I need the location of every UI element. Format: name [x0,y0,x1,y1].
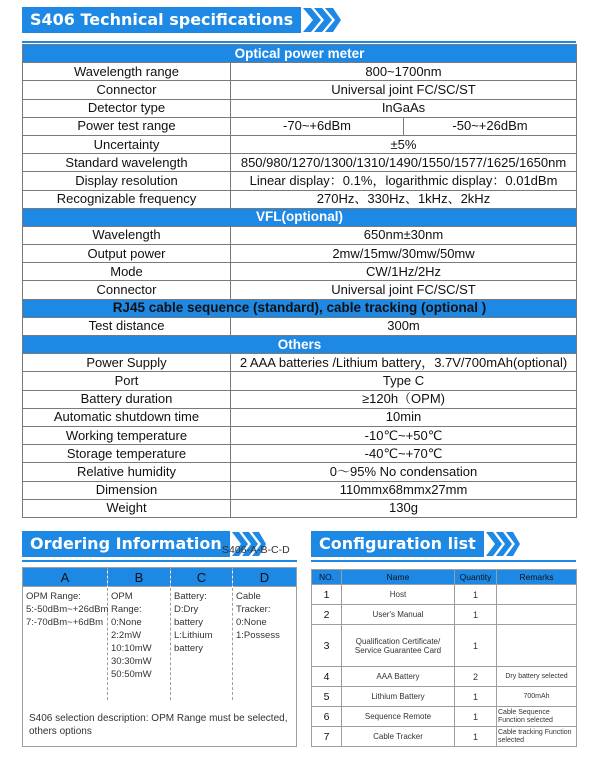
spec-value: 0～95% No condensation [231,463,577,481]
spec-group-title: Optical power meter [23,45,577,63]
chevrons-icon [484,531,520,557]
config-name: Sequence Remote [342,707,455,727]
spec-row [23,263,577,281]
spec-group-header [23,208,577,226]
spec-value: Universal joint FC/SC/ST [231,281,577,299]
config-column-header: Remarks [497,570,577,585]
spec-label: Power test range [23,117,231,135]
spec-value: 850/980/1270/1300/1310/1490/1550/1577/1625/1650nm [231,154,577,172]
spec-row [23,154,577,172]
config-no: 7 [312,727,342,747]
spec-label: Output power [23,245,231,263]
config-column-header: NO. [312,570,342,585]
spec-value: -40℃~+70℃ [231,445,577,463]
ordering-column-b [108,568,171,700]
spec-section-title: S406 Technical specifications [22,7,301,33]
config-name: Host [342,585,455,605]
spec-row [23,99,577,117]
config-no: 4 [312,667,342,687]
config-table [311,569,577,747]
config-row [312,707,577,727]
spec-row [23,245,577,263]
config-no: 1 [312,585,342,605]
spec-label: Automatic shutdown time [23,408,231,426]
spec-label: Wavelength [23,226,231,244]
spec-row [23,317,577,335]
spec-section-header [22,7,341,33]
ordering-column-a [23,568,108,700]
config-qty: 1 [455,625,497,667]
config-remarks: Cable Sequence Function selected [497,707,577,727]
spec-group-title: RJ45 cable sequence (standard), cable tracking (optional ) [23,299,577,317]
ordering-column-body: OPM Range: 0:None 2:2mW 10:10mW 30:30mW 50:50mW [111,591,152,680]
spec-label: Dimension [23,481,231,499]
config-name: User's Manual [342,605,455,625]
config-qty: 1 [455,727,497,747]
ordering-model-code: S406-A-B-C-D [222,544,290,556]
spec-label: Connector [23,81,231,99]
config-section-title: Configuration list [311,531,484,557]
ordering-column-body: OPM Range: 5:-50dBm~+26dBm 7:-70dBm~+6dBm [26,591,109,628]
spec-label: Power Supply [23,354,231,372]
spec-value: CW/1Hz/2Hz [231,263,577,281]
spec-group-title: VFL(optional) [23,208,577,226]
spec-row [23,172,577,190]
spec-value: Universal joint FC/SC/ST [231,81,577,99]
config-row [312,625,577,667]
spec-value: 10min [231,408,577,426]
config-name: AAA Battery [342,667,455,687]
spec-row [23,81,577,99]
spec-label: Battery duration [23,390,231,408]
ordering-column-body: Cable Tracker: 0:None 1:Possess [236,591,280,641]
spec-row [23,408,577,426]
ordering-column-head: C [171,568,232,587]
config-row [312,727,577,747]
ordering-column-head: D [233,568,296,587]
spec-value: 300m [231,317,577,335]
spec-group-header [23,45,577,63]
spec-label: Relative humidity [23,463,231,481]
spec-label: Detector type [23,99,231,117]
ordering-column-d [233,568,296,700]
spec-value: -70~+6dBm [231,117,404,135]
spec-value: 2mw/15mw/30mw/50mw [231,245,577,263]
config-remarks: 700mAh [497,687,577,707]
config-name: Qualification Certificate/ Service Guarantee Card [342,625,455,667]
spec-row [23,390,577,408]
config-remarks: Dry battery selected [497,667,577,687]
spec-row [23,372,577,390]
spec-label: Working temperature [23,426,231,444]
spec-label: Standard wavelength [23,154,231,172]
spec-value: InGaAs [231,99,577,117]
config-column-header: Quantity [455,570,497,585]
spec-label: Connector [23,281,231,299]
config-no: 3 [312,625,342,667]
spec-value: Linear display：0.1%，logarithmic display：0.01dBm [231,172,577,190]
ordering-column-c [171,568,233,700]
ordering-column-head: B [108,568,170,587]
config-qty: 1 [455,585,497,605]
config-qty: 1 [455,707,497,727]
spec-row [23,463,577,481]
spec-row [23,190,577,208]
spec-value: 110mmx68mmx27mm [231,481,577,499]
spec-row [23,499,577,517]
spec-label: Display resolution [23,172,231,190]
spec-label: Mode [23,263,231,281]
config-section-header [311,531,520,557]
spec-value: Type C [231,372,577,390]
spec-value: 2 AAA batteries /Lithium battery，3.7V/700mAh(optional) [231,354,577,372]
spec-label: Uncertainty [23,135,231,153]
config-name: Lithium Battery [342,687,455,707]
config-no: 6 [312,707,342,727]
ordering-box [22,567,297,747]
spec-label: Test distance [23,317,231,335]
config-row [312,687,577,707]
spec-label: Weight [23,499,231,517]
spec-value: ±5% [231,135,577,153]
ordering-section-rule [22,560,297,562]
spec-row [23,226,577,244]
spec-row [23,354,577,372]
config-column-header: Name [342,570,455,585]
config-row [312,667,577,687]
spec-value: 270Hz、330Hz、1kHz、2kHz [231,190,577,208]
spec-table [22,44,577,518]
ordering-columns [23,568,296,700]
spec-value: 130g [231,499,577,517]
config-row [312,585,577,605]
config-name: Cable Tracker [342,727,455,747]
spec-value: -10℃~+50℃ [231,426,577,444]
spec-row [23,281,577,299]
config-remarks [497,605,577,625]
spec-row [23,426,577,444]
config-row [312,605,577,625]
config-qty: 1 [455,605,497,625]
spec-row [23,481,577,499]
spec-group-title: Others [23,336,577,354]
config-qty: 1 [455,687,497,707]
spec-row [23,445,577,463]
ordering-description: S406 selection description: OPM Range must be selected, others options [29,713,288,737]
ordering-column-head: A [23,568,107,587]
config-no: 2 [312,605,342,625]
spec-label: Wavelength range [23,63,231,81]
config-qty: 2 [455,667,497,687]
config-section-rule [311,560,576,562]
spec-group-header [23,336,577,354]
spec-label: Port [23,372,231,390]
config-remarks: Cable tracking Function selected [497,727,577,747]
ordering-column-body: Battery: D:Dry battery L:Lithium battery [174,591,213,654]
spec-row [23,63,577,81]
spec-row [23,135,577,153]
config-remarks [497,625,577,667]
spec-value: -50~+26dBm [404,117,577,135]
chevrons-icon [301,7,341,33]
spec-group-header [23,299,577,317]
spec-section-rule [22,41,576,43]
config-header-row [312,570,577,585]
spec-label: Storage temperature [23,445,231,463]
spec-value: 650nm±30nm [231,226,577,244]
spec-value: 800~1700nm [231,63,577,81]
spec-row [23,117,577,135]
spec-label: Recognizable frequency [23,190,231,208]
spec-value: ≥120h（OPM) [231,390,577,408]
config-remarks [497,585,577,605]
ordering-section-title: Ordering Information [22,531,230,557]
config-no: 5 [312,687,342,707]
